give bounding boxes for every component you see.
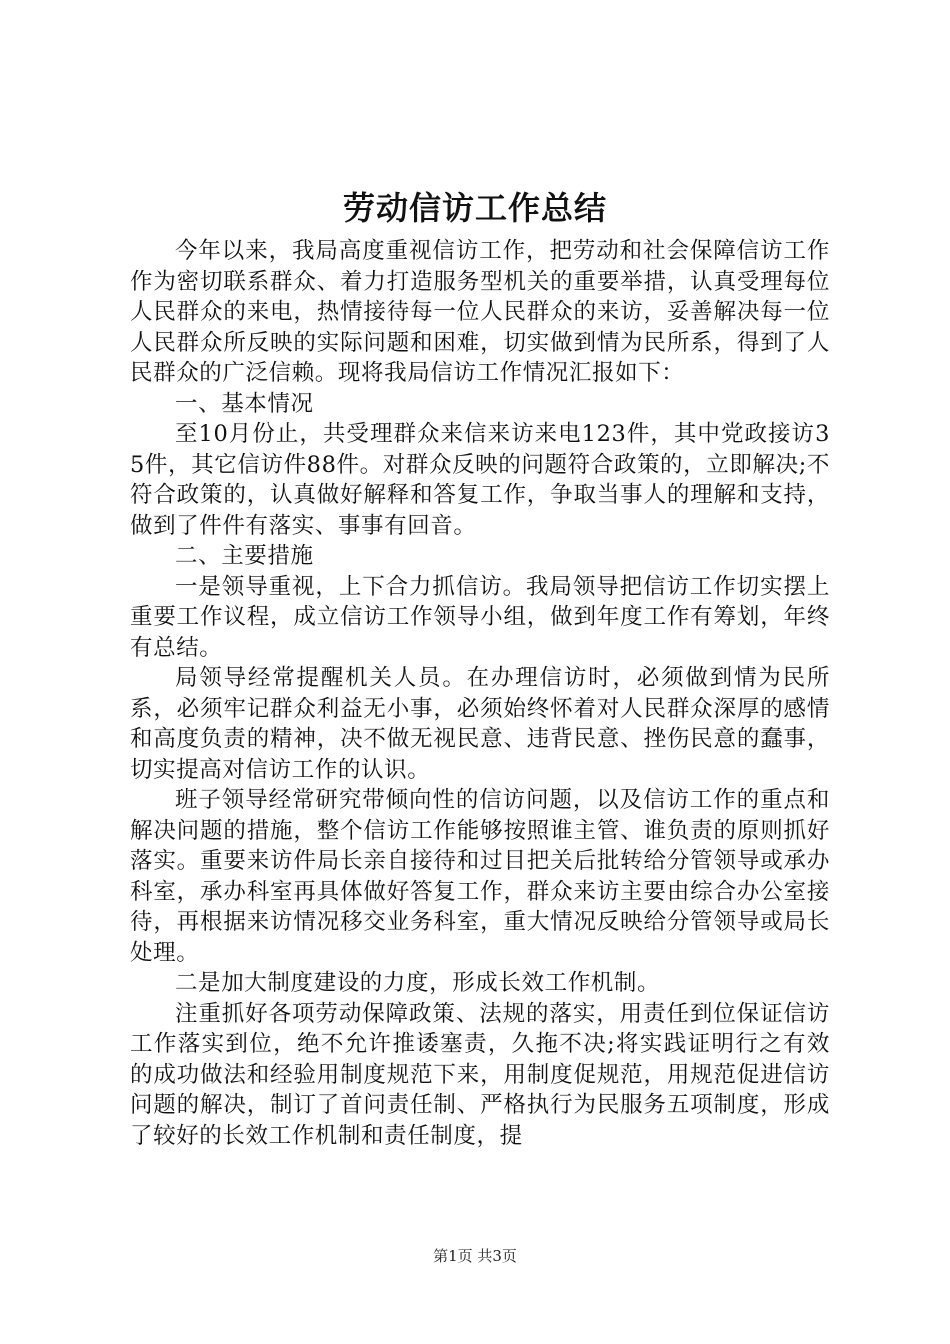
paragraph-basic-situation: 至10月份止，共受理群众来信来访来电123件，其中党政接访35件，其它信访件88件。对群众反映的问题符合政策的，立即解决;不符合政策的，认真做好解释和答复工作，争取当事人的理解和支持，做到了件件有落实、事事有回音。: [130, 421, 830, 539]
document-title: 劳动信访工作总结: [342, 189, 607, 227]
section-heading-basic-situation: 一、基本情况: [175, 390, 314, 417]
paragraph-leadership-reminder: 局领导经常提醒机关人员。在办理信访时，必须做到情为民所系，必须牢记群众利益无小事，必须始终怀着对人民群众深厚的感情和高度负责的精神，决不做无视民意、违背民意、挫伤民意的蠢事，切实提高对信访工作的认识。: [130, 665, 830, 783]
section-heading-main-measures: 二、主要措施: [175, 543, 314, 569]
paragraph-team-research: 班子领导经常研究带倾向性的信访问题，以及信访工作的重点和解决问题的措施，整个信访工作能够按照谁主管、谁负责的原则抓好落实。重要来访件局长亲自接待和过目把关后批转给分管领导或承办科室，承办科室再具体做好答复工作，群众来访主要由综合办公室接待，再根据来访情况移交业务科室，重大情况反映给分管领导或局长处理。: [130, 787, 830, 966]
paragraph-measure-two: 二是加大制度建设的力度，形成长效工作机制。: [175, 970, 661, 996]
paragraph-measure-one: 一是领导重视，上下合力抓信访。我局领导把信访工作切实摆上重要工作议程，成立信访工作领导小组，做到年度工作有筹划，年终有总结。: [130, 573, 830, 661]
page-number-footer: 第1页 共3页: [433, 1247, 517, 1265]
document-body: [130, 236, 830, 1151]
paragraph-intro: 今年以来，我局高度重视信访工作，把劳动和社会保障信访工作作为密切联系群众、着力打造服务型机关的重要举措，认真受理每位人民群众的来电，热情接待每一位人民群众的来访，妥善解决每一位人民群众所反映的实际问题和困难，切实做到情为民所系，得到了人民群众的广泛信赖。现将我局信访工作情况汇报如下：: [130, 238, 830, 386]
paragraph-policy-implementation: 注重抓好各项劳动保障政策、法规的落实，用责任到位保证信访工作落实到位，绝不允许推诿塞责，久拖不决;将实践证明行之有效的成功做法和经验用制度规范下来，用制度促规范，用规范促进信访问题的解决，制订了首问责任制、严格执行为民服务五项制度，形成了较好的长效工作机制和责任制度，提: [130, 1000, 830, 1149]
